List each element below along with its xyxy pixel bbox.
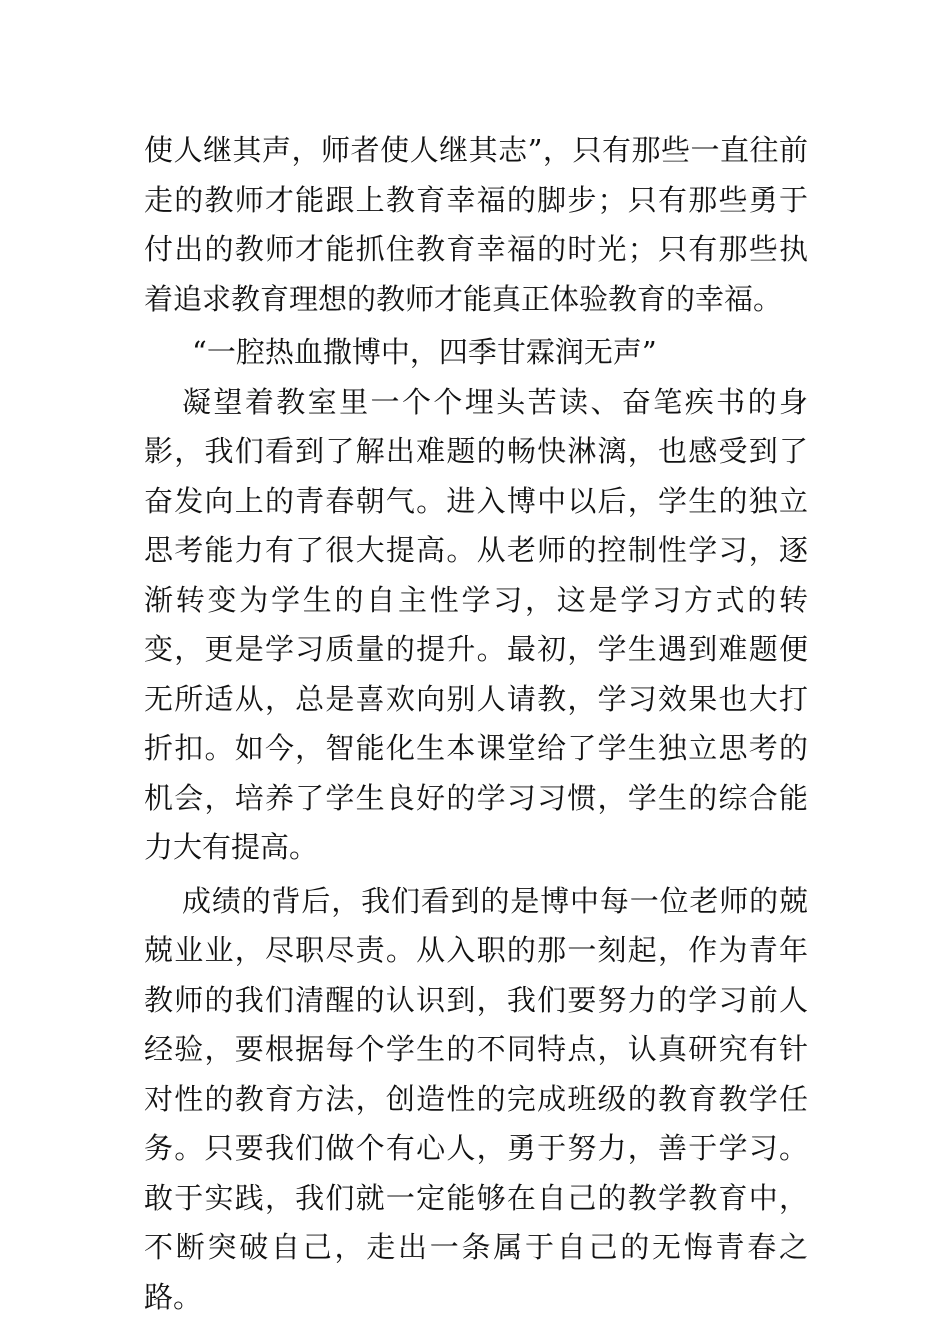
paragraph-teacher-dedication: 成绩的背后，我们看到的是博中每一位老师的兢兢业业，尽职尽责。从入职的那一刻起，作为青年教师的我们清醒的认识到，我们要努力的学习前人经验，要根据每个学生的不同特点，认真研究有针对性的教育方法，创造性的完成班级的教育教学任务。只要我们做个有心人，勇于努力，善于学习。敢于实践，我们就一定能够在自己的教学教育中，不断突破自己，走出一条属于自己的无悔青春之路。 [144, 883, 808, 1314]
section-heading-quote: “一腔热血撒博中，四季甘霖润无声” [192, 335, 657, 369]
paragraph-student-growth: 凝望着教室里一个个埋头苦读、奋笔疾书的身影，我们看到了解出难题的畅快淋漓，也感受到了奋发向上的青春朝气。进入博中以后，学生的独立思考能力有了很大提高。从老师的控制性学习，逐渐转变为学生的自主性学习，这是学习方式的转变，更是学习质量的提升。最初，学生遇到难题便无所适从，总是喜欢向别人请教，学习效果也大打折扣。如今，智能化生本课堂给了学生独立思考的机会，培养了学生良好的学习习惯，学生的综合能力大有提高。 [144, 384, 808, 864]
paragraph-continued: 使人继其声，师者使人继其志”，只有那些一直往前走的教师才能跟上教育幸福的脚步；只有那些勇于付出的教师才能抓住教育幸福的时光；只有那些执着追求教育理想的教师才能真正体验教育的幸福。 [144, 133, 808, 316]
document-body [144, 126, 808, 1322]
